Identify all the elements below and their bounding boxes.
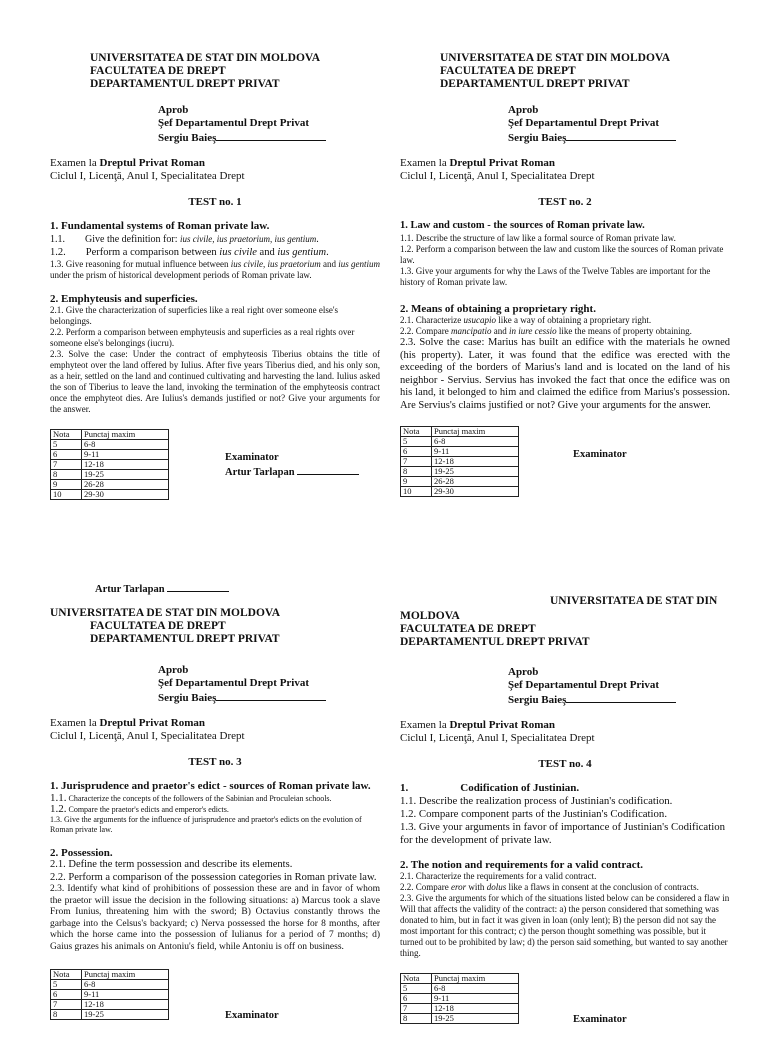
grading-area <box>50 429 380 505</box>
department-name: DEPARTAMENTUL DREPT PRIVAT <box>90 633 280 645</box>
section-1-title: 1. Law and custom - the sources of Roman private law. <box>400 220 645 231</box>
table-row: 6 9-11 <box>401 994 519 1004</box>
approval-head-title: Şef Departamentul Drept Privat <box>158 117 310 129</box>
item-1-1: 1.1. Describe the structure of law like a formal source of Roman private law. <box>400 232 676 243</box>
test-title: TEST no. 1 <box>188 196 242 208</box>
table-row: 5 6-8 <box>401 984 519 994</box>
table-row: 9 26-28 <box>51 480 169 490</box>
table-header-row: Nota Punctaj maxim <box>51 430 169 440</box>
examiner-signature: Artur Tarlapan <box>95 581 229 595</box>
test-sheet-3 <box>50 607 380 1045</box>
test-title: TEST no. 4 <box>538 758 592 770</box>
grade-table <box>50 969 169 1020</box>
university-name: UNIVERSITATEA DE STAT DIN MOLDOVA <box>400 595 718 622</box>
item-2-3: 2.3. Identify what kind of prohibitions of possession these are and in favor of whom the praetor will issue the decision in the following situations: a) Marcus took a slave From Iunius, threatening him with the sword; B) Octavius constantly throws the garbage into the Celsus's backyard; c) Nerva possessed the horse for 8 months, after which the horse came into the possession of Iulianus for a period of 7 months; d) Gaius grazes his animals on Antoniu's field, while Antoniu is off on business. <box>50 884 380 952</box>
test-sheet-1 <box>50 52 380 505</box>
table-row: 6 9-11 <box>401 447 519 457</box>
approval-block <box>50 104 380 145</box>
faculty-name: FACULTATEA DE DREPT <box>90 620 226 632</box>
test-sheet-4 <box>400 595 730 1049</box>
item-2-2: 2.2. Perform a comparison of the possession categories in Roman private law. <box>50 871 377 883</box>
item-2-3: 2.3. Solve the case: Marius has built an edifice with the materials he owned (his property). Later, it was found that the edifice was erected with the exceeding of the borders of Marius's land and is located on the land of his neighbor - Servius. Servius has invoked the fact that once the edifice was on his land, it belonged to him and claimed the edifice from Marius's possession. Are Servius's claims justified or not? Give your arguments for the answer. <box>400 337 730 411</box>
item-2-2: 2.2. Perform a comparison between emphyteusis and superficies as a real rights over someone else's belongings (iucru). <box>50 327 355 348</box>
table-header-row: Nota Punctaj maxim <box>51 970 169 980</box>
item-1-1: 1.1. Describe the realization process of Justinian's codification. <box>400 794 673 807</box>
table-row: 8 19-25 <box>401 1014 519 1024</box>
item-1-1: 1.1. Characterize the concepts of the followers of the Sabinian and Proculeian schools. <box>50 791 332 804</box>
item-1-2: 1.2. Perform a comparison between ius civile and ius gentium. <box>50 246 329 258</box>
university-name: UNIVERSITATEA DE STAT DIN MOLDOVA <box>90 52 321 64</box>
exam-info: Examen la Dreptul Privat Roman Ciclul I, Licenţă, Anul I, Specialitatea Drept <box>400 157 595 182</box>
item-2-1: 2.1. Characterize the requirements for a valid contract. <box>400 871 597 881</box>
department-name: DEPARTAMENTUL DREPT PRIVAT <box>90 78 280 90</box>
grade-table <box>400 973 519 1024</box>
department-name: DEPARTAMENTUL DREPT PRIVAT <box>440 78 630 90</box>
item-1-2: 1.2. Compare the praetor's edicts and emperor's edicts. <box>50 802 229 815</box>
section-2-title: 2. The notion and requirements for a valid contract. <box>400 858 644 871</box>
section-1-title: 1. Jurisprudence and praetor's edict - sources of Roman private law. <box>50 780 371 792</box>
university-name: UNIVERSITATEA DE STAT DIN MOLDOVA <box>50 607 281 619</box>
section-1-title: 1. Fundamental systems of Roman private law. <box>50 220 270 232</box>
item-1-3: 1.3. Give reasoning for mutual influence between ius civile, ius praetorium and ius gentium under the prism of historical development periods of Roman private law. <box>50 258 380 280</box>
item-1-3: 1.3. Give the arguments for the influence of jurisprudence and praetor's edicts on the evolution of Roman private law. <box>50 814 362 834</box>
table-row: 5 6-8 <box>51 440 169 450</box>
table-row: 7 12-18 <box>401 457 519 467</box>
table-row: 9 26-28 <box>401 477 519 487</box>
item-1-1: 1.1. Give the definition for: ius civile, ius praetorium, ius gentium. <box>50 233 319 245</box>
item-2-3: 2.3. Give the arguments for which of the situations listed below can be considered a flaw in Will that affects the validity of the contract: a) the person considered that something was donated to him, but in fact it was given in loan (only lent); B) the person did not say the most important for this contract; c) the person thought something was possible, but it turned out to be prohibited by law; d) the person said something, but wanted to say another thing. <box>400 893 730 958</box>
examiner-signature: Artur Tarlapan <box>225 464 359 479</box>
approval-block: Aprob Şef Departamentul Drept Privat Sergiu Baieş <box>400 104 730 145</box>
item-2-1: 2.1. Give the characterization of superficies like a real right over someone else's belongings. <box>50 305 339 326</box>
section-2-title: 2. Means of obtaining a proprietary right. <box>400 302 596 315</box>
examiner-block <box>225 451 359 479</box>
approval-block: Aprob Şef Departamentul Drept Privat Sergiu Baieş <box>50 664 380 705</box>
table-row: 6 9-11 <box>51 990 169 1000</box>
department-name: DEPARTAMENTUL DREPT PRIVAT <box>400 636 590 648</box>
item-1-3: 1.3. Give your arguments for why the Laws of the Twelve Tables are important for the history of Roman private law. <box>400 265 711 287</box>
grading-area <box>400 426 730 502</box>
table-row: 8 19-25 <box>51 1010 169 1020</box>
approval-block: Aprob Şef Departamentul Drept Privat Sergiu Baieş <box>400 666 730 707</box>
faculty-name: FACULTATEA DE DREPT <box>90 65 226 77</box>
approval-signature-line: Sergiu Baieş <box>158 130 380 145</box>
grading-area <box>50 969 380 1045</box>
item-2-1: 2.1. Characterize usucapio like a way of obtaining a proprietary right. <box>400 315 652 325</box>
table-row: 10 29-30 <box>401 487 519 497</box>
item-2-2: 2.2. Compare eror with dolus like a flaws in consent at the conclusion of contracts. <box>400 882 699 892</box>
exam-info: Examen la Dreptul Privat Roman Ciclul I, Licenţă, Anul I, Specialitatea Drept <box>400 719 595 744</box>
exam-info: Examen la Dreptul Privat Roman Ciclul I, Licenţă, Anul I, Specialitatea Drept <box>50 717 245 742</box>
table-header-row: Nota Punctaj maxim <box>401 974 519 984</box>
item-1-2: 1.2. Compare component parts of the Justinian's Codification. <box>400 807 668 820</box>
exam-info: Examen la Dreptul Privat Roman Ciclul I, Licenţă, Anul I, Specialitatea Drept <box>50 157 245 182</box>
item-2-1: 2.1. Define the term possession and describe its elements. <box>50 859 293 870</box>
university-name: UNIVERSITATEA DE STAT DIN MOLDOVA <box>440 52 671 64</box>
table-row: 7 12-18 <box>401 1004 519 1014</box>
grade-table <box>50 429 169 500</box>
test-title: TEST no. 2 <box>538 196 592 208</box>
section-1-title: 1. Codification of Justinian. <box>400 782 580 794</box>
examiner-label: Examinator <box>573 1014 627 1025</box>
grading-area <box>400 973 730 1049</box>
section-2-title: 2. Possession. <box>50 846 113 859</box>
test-title: TEST no. 3 <box>188 756 242 768</box>
table-row: 7 12-18 <box>51 460 169 470</box>
table-row: 5 6-8 <box>401 437 519 447</box>
examiner-label: Examinator <box>225 452 279 463</box>
approval-label: Aprob <box>158 104 189 116</box>
item-2-2: 2.2. Compare mancipatio and in iure cessio like the means of property obtaining. <box>400 326 692 336</box>
item-2-3: 2.3. Solve the case: Under the contract of emphyteosis Tiberius obtains the title of emphyteot over the land offered by Iulius. After five years Tiberius died, and his only son, as a heir, settled on the land and continued cultivating and harvesting the land. Iulius asked the son of Tiberius to leave the land, invoking the termination of the emphyteosis contract once the emphyteot dies. Are Iulius's demands justified or not? Give your arguments for the answer. <box>50 349 380 414</box>
faculty-name: FACULTATEA DE DREPT <box>440 65 576 77</box>
table-row: 8 19-25 <box>401 467 519 477</box>
section-2-title: 2. Emphyteusis and superficies. <box>50 292 198 305</box>
faculty-name: FACULTATEA DE DREPT <box>400 623 536 635</box>
test-sheet-2 <box>400 52 730 502</box>
grade-table <box>400 426 519 497</box>
table-row: 10 29-30 <box>51 490 169 500</box>
table-header-row: Nota Punctaj maxim <box>401 427 519 437</box>
item-1-3: 1.3. Give your arguments in favor of importance of Justinian's Codification for the development of private law. <box>400 820 725 846</box>
table-row: 5 6-8 <box>51 980 169 990</box>
table-row: 7 12-18 <box>51 1000 169 1010</box>
examiner-label: Examinator <box>573 449 627 460</box>
item-1-2: 1.2. Perform a comparison between the law and custom like the sources of Roman private law. <box>400 243 724 265</box>
table-row: 8 19-25 <box>51 470 169 480</box>
examiner-label: Examinator <box>225 1010 279 1021</box>
table-row: 6 9-11 <box>51 450 169 460</box>
